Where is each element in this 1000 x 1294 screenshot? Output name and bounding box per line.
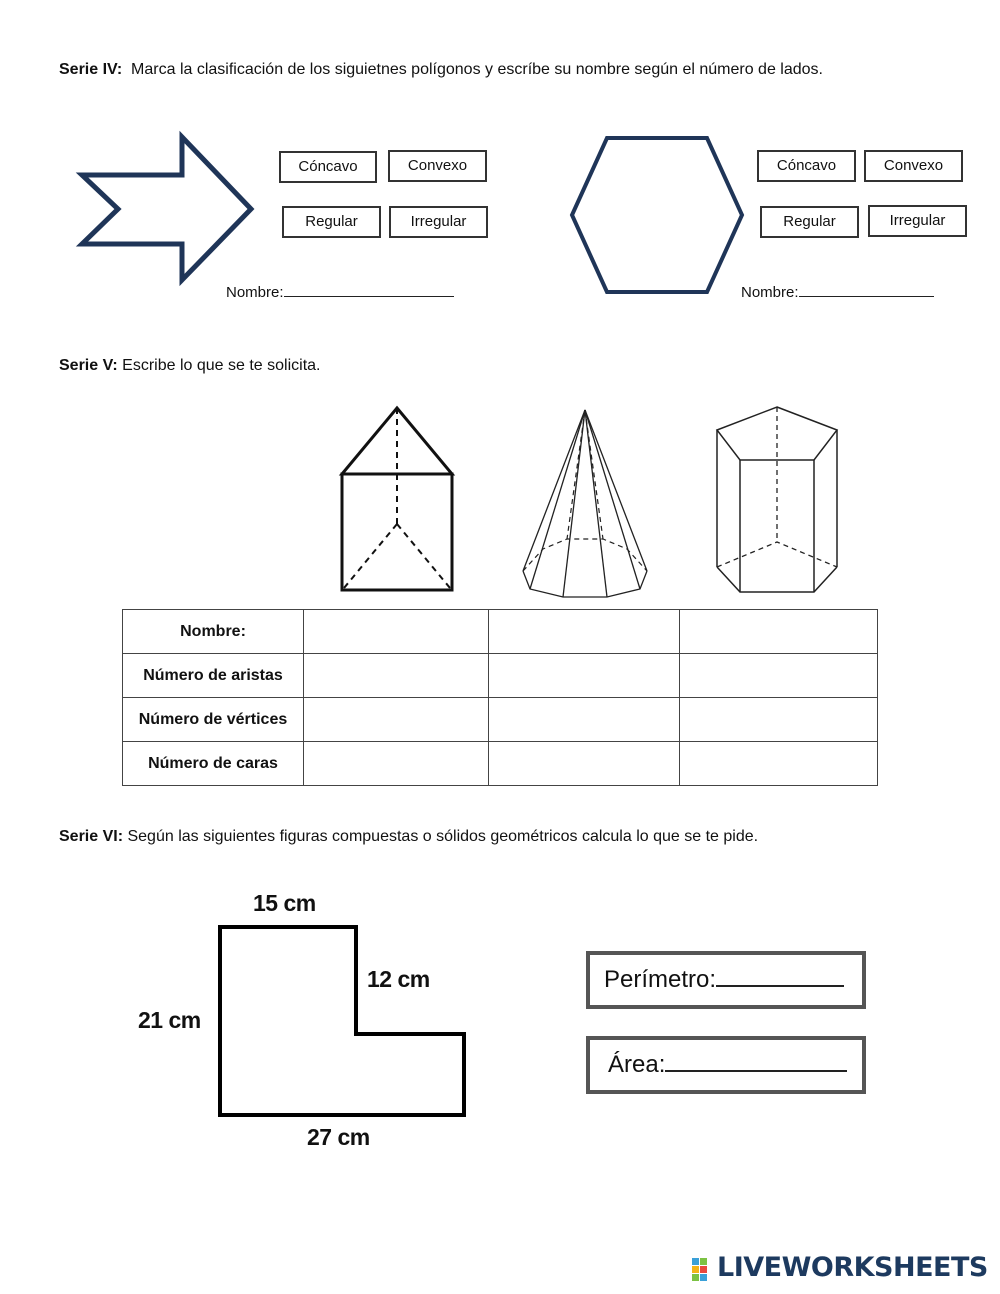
octagonal-pyramid-figure [515, 405, 655, 600]
shape1-name-label: Nombre: [226, 284, 284, 301]
serie5-label: Serie V: [59, 357, 118, 374]
hexagon-polygon [572, 138, 742, 292]
cell-caras-3[interactable] [680, 742, 878, 786]
row-header-caras: Número de caras [123, 742, 304, 786]
row-header-vertices: Número de vértices [123, 698, 304, 742]
dim-inner: 12 cm [367, 966, 430, 992]
option-convexo-2[interactable]: Convexo [864, 150, 963, 182]
option-concavo-1[interactable]: Cóncavo [279, 151, 377, 183]
hexagon-figure [565, 132, 750, 297]
nombre-input-3[interactable] [680, 610, 877, 653]
option-irregular-1[interactable]: Irregular [389, 206, 488, 238]
cell-caras-1[interactable] [304, 742, 489, 786]
option-irregular-2[interactable]: Irregular [868, 205, 967, 237]
serie5-instruction: Escribe lo que se te solicita. [122, 357, 321, 374]
logo-text: LIVEWORKSHEETS [717, 1252, 988, 1283]
shape2-name-field[interactable] [799, 282, 934, 297]
option-concavo-2[interactable]: Cóncavo [757, 150, 856, 182]
triangular-prism-figure [335, 402, 460, 597]
serie4-label: Serie IV: [59, 61, 123, 78]
table-row [123, 654, 878, 698]
cell-nombre-3[interactable] [680, 610, 878, 654]
cell-aristas-2[interactable] [489, 654, 680, 698]
aristas-input-1[interactable] [304, 654, 488, 697]
cell-nombre-1[interactable] [304, 610, 489, 654]
perimeter-label: Perímetro: [604, 966, 717, 993]
table-row [123, 610, 878, 654]
serie6-instruction: Según las siguientes figuras compuestas o sólidos geométricos calcula lo que se te pide. [127, 828, 759, 845]
shape2-name-label: Nombre: [741, 284, 799, 301]
arrow-polygon [82, 137, 251, 280]
vertices-input-1[interactable] [304, 698, 488, 741]
row-header-aristas: Número de aristas [123, 654, 304, 698]
dim-bottom: 27 cm [307, 1124, 370, 1150]
cell-vertices-3[interactable] [680, 698, 878, 742]
serie6-label: Serie VI: [59, 828, 124, 845]
cell-caras-2[interactable] [489, 742, 680, 786]
cell-vertices-1[interactable] [304, 698, 489, 742]
liveworksheets-logo [692, 1254, 992, 1286]
shape1-name-row [226, 282, 454, 301]
vertices-input-2[interactable] [489, 698, 679, 741]
arrow-polygon-figure [70, 128, 265, 293]
area-field[interactable] [665, 1040, 847, 1072]
area-box [586, 1036, 866, 1094]
shape1-name-field[interactable] [284, 282, 454, 297]
perimeter-box [586, 951, 866, 1009]
caras-input-3[interactable] [680, 742, 877, 785]
area-label: Área: [608, 1051, 666, 1078]
caras-input-2[interactable] [489, 742, 679, 785]
cell-aristas-3[interactable] [680, 654, 878, 698]
nombre-input-2[interactable] [489, 610, 679, 653]
pentagonal-prism-figure [710, 402, 845, 597]
dim-left: 21 cm [138, 1007, 201, 1033]
serie5-heading [59, 357, 320, 375]
serie4-heading [59, 61, 823, 79]
table-row [123, 698, 878, 742]
serie6-heading [59, 828, 758, 846]
table-row [123, 742, 878, 786]
cell-vertices-2[interactable] [489, 698, 680, 742]
aristas-input-2[interactable] [489, 654, 679, 697]
solids-table [122, 609, 878, 786]
nombre-input-1[interactable] [304, 610, 488, 653]
caras-input-1[interactable] [304, 742, 488, 785]
vertices-input-3[interactable] [680, 698, 877, 741]
row-header-nombre: Nombre: [123, 610, 304, 654]
option-convexo-1[interactable]: Convexo [388, 150, 487, 182]
dim-top: 15 cm [253, 890, 316, 916]
l-shape-outline [220, 927, 464, 1115]
option-regular-1[interactable]: Regular [282, 206, 381, 238]
option-regular-2[interactable]: Regular [760, 206, 859, 238]
cell-aristas-1[interactable] [304, 654, 489, 698]
serie4-instruction: Marca la clasificación de los siguietnes polígonos y escríbe su nombre según el número de lados. [131, 61, 823, 78]
cell-nombre-2[interactable] [489, 610, 680, 654]
logo-icon [692, 1258, 716, 1282]
aristas-input-3[interactable] [680, 654, 877, 697]
composite-l-figure [210, 918, 475, 1123]
perimeter-field[interactable] [716, 955, 844, 987]
shape2-name-row [741, 282, 934, 301]
